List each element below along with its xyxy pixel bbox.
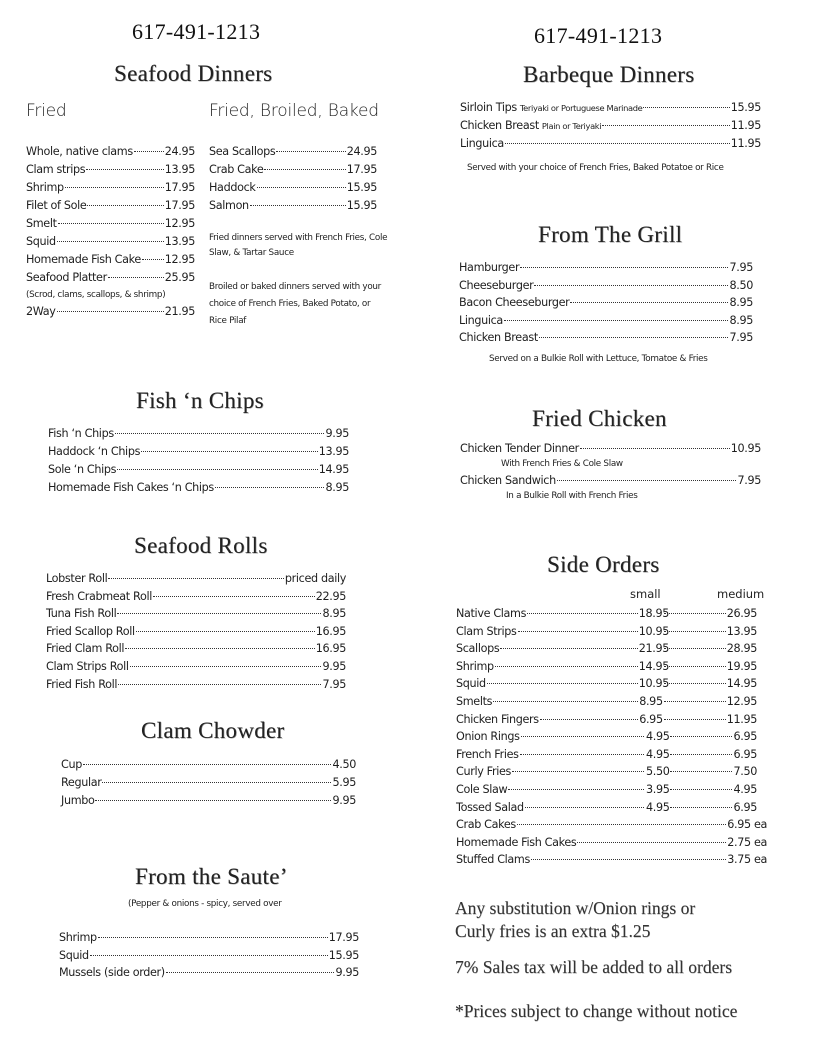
item-price: 5.95 [332,776,356,789]
menu-item [456,623,757,641]
item-price: 25.95 [164,271,195,284]
dot-leader [512,771,645,772]
clam-chowder-list [61,756,356,810]
dot-leader [493,701,638,702]
item-price: 7.95 [737,474,761,487]
item-price: 12.95 [164,253,195,266]
side-orders-title: Side Orders [547,552,660,577]
menu-item [209,161,377,179]
dot-leader [531,859,726,860]
dot-leader [495,666,638,667]
substitution-note-line1: Any substitution w/Onion rings or [455,898,696,918]
item-name: Salmon [209,199,249,212]
menu-item [46,570,346,588]
dot-leader [664,631,726,632]
dot-leader [670,789,732,790]
item-price: 2.75 ea [727,835,767,849]
item-price: 15.95 [346,181,377,194]
dot-leader [557,480,737,481]
dot-leader [141,451,318,452]
item-price: 4.50 [332,758,356,771]
dot-leader [57,241,164,242]
dot-leader [153,596,315,597]
dot-leader [83,764,332,765]
dot-leader [166,972,335,973]
dot-leader [664,613,726,614]
item-name: Shrimp [456,659,494,673]
item-price-medium: 6.95 [733,800,757,814]
item-price: 9.95 [322,659,346,673]
item-price: 11.95 [730,119,761,132]
dot-leader [117,469,318,470]
dot-leader [142,259,164,260]
menu-item [456,763,757,781]
item-name: Cole Slaw [456,782,508,796]
dot-leader [602,125,730,126]
dot-leader [670,771,732,772]
dot-leader [487,683,638,684]
item-price-medium: 28.95 [726,642,757,656]
item-name: Bacon Cheeseburger [459,296,570,310]
dot-leader [117,613,321,614]
fried-dinners-note: Fried dinners served with French Fries, Cole Slaw, & Tartar Sauce [209,233,388,258]
menu-item [456,746,757,764]
menu-item [209,197,377,215]
item-price-medium: 4.95 [733,782,757,796]
item-price-medium: 12.95 [726,694,757,708]
item-price: 10.95 [730,442,761,455]
item-price: 8.50 [729,278,753,292]
item-note: In a Bulkie Roll with French Fries [506,491,638,501]
fried-broiled-baked-list [209,143,377,215]
item-price-small: 14.95 [638,659,669,673]
saute-title: From the Saute’ [135,864,288,889]
item-price: 15.95 [730,101,761,114]
menu-item [456,605,757,623]
small-column-header: small [630,587,661,601]
item-price-medium: 7.50 [733,765,757,779]
dot-leader [670,754,732,755]
dot-leader [534,285,728,286]
fish-chips-title: Fish ‘n Chips [136,388,264,413]
side-orders-each-list [456,816,767,869]
item-price-small: 10.95 [638,624,669,638]
item-name: Haddock ‘n Chips [48,445,141,458]
menu-item [26,143,195,161]
item-price: 24.95 [164,145,195,158]
menu-item [26,197,195,215]
seafood-rolls-title: Seafood Rolls [134,533,268,558]
dot-leader [86,169,163,170]
platter-note: (Scrod, clams, scallops, & shrimp) [26,290,166,300]
item-name: Chicken Sandwich [460,474,556,487]
item-name: Haddock [209,181,256,194]
item-price: 16.95 [315,624,346,638]
item-price-small: 3.95 [645,782,670,796]
fried-heading: Fried [26,101,67,121]
fried-broiled-baked-heading: Fried, Broiled, Baked [209,101,379,121]
item-price: 8.95 [322,607,346,621]
dot-leader [570,302,728,303]
dot-leader [508,789,644,790]
item-name: Homemade Fish Cakes [456,835,577,849]
barbeque-title: Barbeque Dinners [523,62,695,87]
menu-item [46,605,346,623]
menu-item [456,711,757,729]
substitution-note-line2: Curly fries is an extra $1.25 [455,921,651,941]
dot-leader [102,782,331,783]
menu-item [456,799,757,817]
item-name: Fish ‘n Chips [48,427,114,440]
dot-leader [664,648,726,649]
item-name: Squid [456,677,486,691]
item-price-small: 4.95 [645,747,670,761]
phone-number-left: 617-491-1213 [132,19,261,44]
item-price-medium: 14.95 [726,677,757,691]
menu-item [456,658,757,676]
dot-leader [664,719,726,720]
item-price: 8.95 [729,296,753,310]
item-price-small: 10.95 [638,677,669,691]
item-price: 7.95 [729,261,753,274]
dot-leader [505,143,730,144]
item-name: Cheeseburger [459,278,534,292]
dot-leader [539,337,729,338]
dot-leader [527,613,638,614]
item-name: Scallops [456,642,500,656]
item-name: Tossed Salad [456,800,524,814]
item-price: 13.95 [164,235,195,248]
menu-item [459,277,753,295]
item-name: Fried Scallop Roll [46,624,135,638]
menu-item [46,588,346,606]
item-price-medium: 26.95 [726,607,757,620]
menu-item [456,640,757,658]
item-price: 9.95 [335,966,359,979]
saute-list [59,929,359,982]
menu-item [460,473,761,489]
item-price: 7.95 [322,677,346,691]
item-price: 9.95 [332,794,356,807]
menu-item [59,929,359,947]
grill-title: From The Grill [538,222,683,247]
menu-item [46,676,346,694]
menu-item [456,693,757,711]
menu-item [61,756,356,774]
menu-item [456,781,757,799]
item-name: Fried Clam Roll [46,642,125,656]
menu-item [209,179,377,197]
item-price-small: 5.50 [645,765,670,779]
item-name: Onion Rings [456,730,520,744]
dot-leader [95,800,331,801]
item-description: Plain or Teriyaki [541,121,602,131]
dot-leader [577,842,726,843]
menu-item [459,329,753,347]
menu-item [48,425,349,443]
item-price: 6.95 ea [727,818,767,831]
item-name: Hamburger [459,261,520,274]
item-name: Homemade Fish Cake [26,253,141,266]
item-name: Shrimp [59,931,97,944]
item-name: Linguica [460,137,504,150]
dot-leader [664,666,726,667]
menu-item [59,947,359,965]
item-price: 8.95 [729,313,753,327]
item-name: Sea Scallops [209,145,276,158]
item-name: Chicken Tender Dinner [460,442,579,455]
menu-item [209,143,377,161]
item-name: Chicken Breast [460,119,539,132]
fried-chicken-list [460,441,761,505]
dot-leader [87,205,163,206]
menu-item [26,303,195,321]
fried-chicken-title: Fried Chicken [532,406,667,431]
item-name: Clam Strips Roll [46,659,129,673]
menu-item [456,834,767,852]
dot-leader [276,151,345,152]
dot-leader [643,107,729,108]
dot-leader [264,169,345,170]
dot-leader [250,205,346,206]
dot-leader [58,223,164,224]
medium-column-header: medium [717,587,765,601]
item-name: Regular [61,776,102,789]
menu-item [460,117,761,135]
item-name: Seafood Platter [26,271,107,284]
menu-item [26,269,195,287]
menu-item [48,443,349,461]
item-description: Teriyaki or Portuguese Marinade [519,103,643,113]
item-price-small: 21.95 [638,642,669,656]
menu-item [460,135,761,153]
item-name: Native Clams [456,607,527,620]
item-name: Crab Cake [209,163,264,176]
item-name: Stuffed Clams [456,853,530,867]
broiled-dinners-note: Broiled or baked dinners served with your choice of French Fries, Baked Potato, or Rice Pilaf [209,282,382,326]
item-price: 12.95 [164,217,195,230]
grill-list [459,259,753,347]
item-name: Fried Fish Roll [46,677,118,691]
item-name: French Fries [456,747,519,761]
dot-leader [257,187,346,188]
fried-chicken-item [460,473,761,489]
item-name: Squid [59,948,89,962]
item-name: Linguica [459,313,503,327]
item-price-medium: 6.95 [733,747,757,761]
menu-item [26,215,195,233]
menu-item [26,251,195,269]
item-name: Clam strips [26,163,86,176]
menu-item [46,623,346,641]
item-price: 21.95 [164,305,195,318]
item-price: 15.95 [346,199,377,212]
item-price: 15.95 [328,948,359,962]
item-name: Mussels (side order) [59,966,165,979]
item-price: 22.95 [315,589,346,603]
menu-item [460,441,761,457]
dot-leader [65,187,164,188]
item-name: Filet of Sole [26,199,87,212]
menu-item [46,640,346,658]
item-name: Jumbo [61,794,95,807]
dot-leader [525,807,645,808]
item-name: Smelts [456,694,493,708]
clam-chowder-title: Clam Chowder [141,718,285,743]
item-price-medium: 13.95 [726,624,757,638]
item-price: 11.95 [730,137,761,150]
dot-leader [520,754,645,755]
dot-leader [98,937,328,938]
menu-item [26,161,195,179]
dot-leader [540,719,638,720]
side-orders-list [456,605,757,816]
phone-number-right: 617-491-1213 [534,23,663,48]
dot-leader [664,683,726,684]
menu-item [26,233,195,251]
dot-leader [115,433,325,434]
item-name: Lobster Roll [46,572,108,585]
dot-leader [521,736,645,737]
price-change-note: *Prices subject to change without notice [455,1001,738,1021]
item-price-small: 18.95 [638,607,669,620]
dot-leader [108,277,164,278]
item-name: Smelt [26,217,57,230]
menu-item [46,658,346,676]
dot-leader [215,487,325,488]
dot-leader [518,631,638,632]
item-name: Whole, native clams [26,145,133,158]
barbeque-list [460,99,761,153]
dot-leader [517,824,726,825]
item-price-small: 8.95 [639,694,663,708]
two-way-list [26,303,195,321]
saute-note: (Pepper & onions - spicy, served over [128,899,282,909]
menu-item [48,479,349,497]
item-name: Curly Fries [456,765,511,779]
item-name: Sirloin Tips [460,101,517,114]
item-price-small: 4.95 [645,730,670,744]
menu-item [460,99,761,117]
dot-leader [520,267,728,268]
dot-leader [504,320,729,321]
menu-item [26,179,195,197]
item-price-medium: 11.95 [726,712,757,726]
menu-item [459,259,753,277]
item-note: With French Fries & Cole Slaw [501,459,623,469]
dot-leader [118,684,321,685]
item-price: 17.95 [346,163,377,176]
menu-item [459,312,753,330]
item-price-medium: 6.95 [733,730,757,744]
dot-leader [108,578,284,579]
item-price: 16.95 [315,642,346,656]
item-name: Crab Cakes [456,818,516,831]
menu-item [61,792,356,810]
dot-leader [90,955,328,956]
item-price: 3.75 ea [727,853,767,867]
fish-chips-list [48,425,349,497]
item-price: 8.95 [325,481,349,494]
item-name: Clam Strips [456,624,517,638]
item-name: Cup [61,758,82,771]
dot-leader [580,448,730,449]
dot-leader [125,648,315,649]
item-price: 17.95 [328,931,359,944]
menu-item [59,964,359,982]
item-name: Chicken Breast [459,331,538,345]
grill-note: Served on a Bulkie Roll with Lettuce, Tomatoe & Fries [489,354,708,364]
item-price: 7.95 [729,331,753,345]
menu-item [61,774,356,792]
item-price: 17.95 [164,199,195,212]
item-price-small: 4.95 [645,800,670,814]
item-price: 13.95 [318,445,349,458]
barbeque-note: Served with your choice of French Fries, Baked Potatoe or Rice [467,163,724,173]
item-price: 14.95 [318,463,349,476]
dot-leader [500,648,637,649]
seafood-dinners-title: Seafood Dinners [114,61,273,86]
menu-item [456,675,757,693]
seafood-rolls-list [46,570,346,693]
dot-leader [670,807,732,808]
menu-item [459,294,753,312]
dot-leader [130,666,322,667]
item-name: Sole ‘n Chips [48,463,117,476]
menu-item [456,728,757,746]
item-name: Squid [26,235,56,248]
fried-dinners-list [26,143,195,287]
sales-tax-note: 7% Sales tax will be added to all orders [455,957,733,977]
dot-leader [134,151,164,152]
dot-leader [136,631,315,632]
item-price: 9.95 [325,427,349,440]
item-price: 17.95 [164,181,195,194]
item-price-small: 6.95 [639,712,663,726]
item-name: Tuna Fish Roll [46,607,117,621]
item-price: priced daily [284,572,346,585]
fried-chicken-item [460,441,761,457]
item-price: 13.95 [164,163,195,176]
item-name: Shrimp [26,181,64,194]
dot-leader [670,736,732,737]
item-name: Fresh Crabmeat Roll [46,589,152,603]
menu-item [48,461,349,479]
item-name: Chicken Fingers [456,712,539,726]
menu-item [456,851,767,869]
item-price-medium: 19.95 [726,659,757,673]
item-name: 2Way [26,305,56,318]
dot-leader [664,701,726,702]
item-name: Homemade Fish Cakes ‘n Chips [48,481,214,494]
menu-item [456,816,767,834]
item-price: 24.95 [346,145,377,158]
